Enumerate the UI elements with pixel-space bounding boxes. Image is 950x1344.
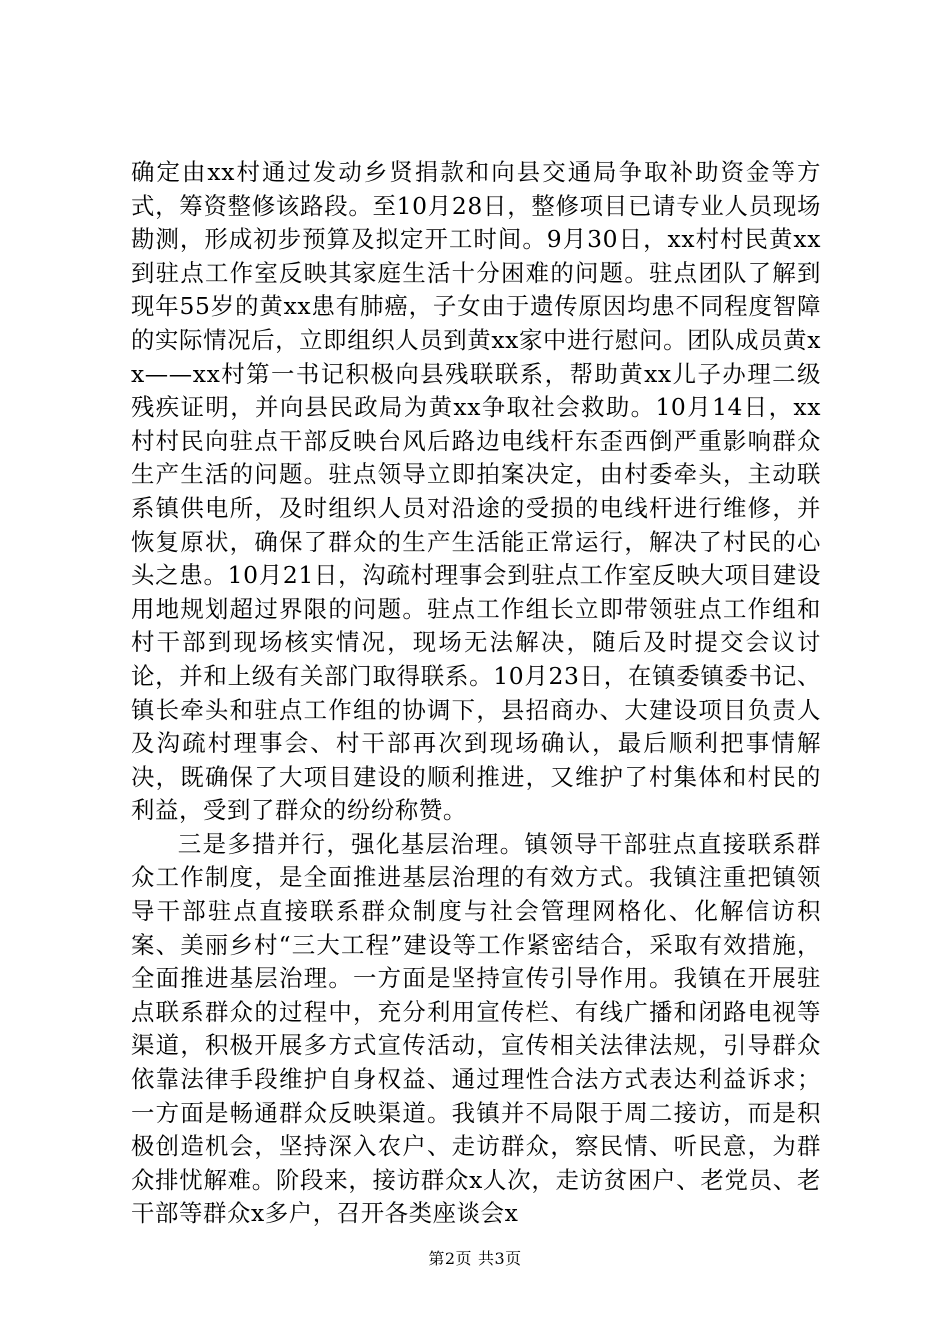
paragraph-continued: 确定由xx村通过发动乡贤捐款和向县交通局争取补助资金等方式，筹资整修该路段。至10月28日，整修项目已请专业人员现场勘测，形成初步预算及拟定开工时间。9月30日，xx村村民黄xx到驻点工作室反映其家庭生活十分困难的问题。驻点团队了解到现年55岁的黄xx患有肺癌，子女由于遗传原因均患不同程度智障的实际情况后，立即组织人员到黄xx家中进行慰问。团队成员黄xx——xx村第一书记积极向县残联联系，帮助黄xx儿子办理二级残疾证明，并向县民政局为黄xx争取社会救助。10月14日，xx村村民向驻点干部反映台风后路边电线杆东歪西倒严重影响群众生产生活的问题。驻点领导立即拍案决定，由村委牵头，主动联系镇供电所，及时组织人员对沿途的受损的电线杆进行维修，并恢复原状，确保了群众的生产生活能正常运行，解决了村民的心头之患。10月21日，沟疏村理事会到驻点工作室反映大项目建设用地规划超过界限的问题。驻点工作组长立即带领驻点工作组和村干部到现场核实情况，现场无法解决，随后及时提交会议讨论，并和上级有关部门取得联系。10月23日，在镇委镇委书记、镇长牵头和驻点工作组的协调下，县招商办、大建设项目负责人及沟疏村理事会、村干部再次到现场确认，最后顺利把事情解决，既确保了大项目建设的顺利推进，又维护了村集体和村民的利益，受到了群众的纷纷称赞。 <box>131 158 821 825</box>
page-footer <box>0 1248 950 1270</box>
body-text <box>131 156 821 1231</box>
page-total: 共3页 <box>478 1249 522 1268</box>
page-number: 第2页 <box>428 1249 472 1268</box>
paragraph-governance: 三是多措并行，强化基层治理。镇领导干部驻点直接联系群众工作制度，是全面推进基层治理的有效方式。我镇注重把镇领导干部驻点直接联系群众制度与社会管理网格化、化解信访积案、美丽乡村“三大工程”建设等工作紧密结合，采取有效措施，全面推进基层治理。一方面是坚持宣传引导作用。我镇在开展驻点联系群众的过程中，充分利用宣传栏、有线广播和闭路电视等渠道，积极开展多方式宣传活动，宣传相关法律法规，引导群众依靠法律手段维护自身权益、通过理性合法方式表达利益诉求；一方面是畅通群众反映渠道。我镇并不局限于周二接访，而是积极创造机会，坚持深入农户、走访群众，察民情、听民意，为群众排忧解难。阶段来，接访群众x人次，走访贫困户、老党员、老干部等群众x多户，召开各类座谈会x <box>131 829 821 1228</box>
